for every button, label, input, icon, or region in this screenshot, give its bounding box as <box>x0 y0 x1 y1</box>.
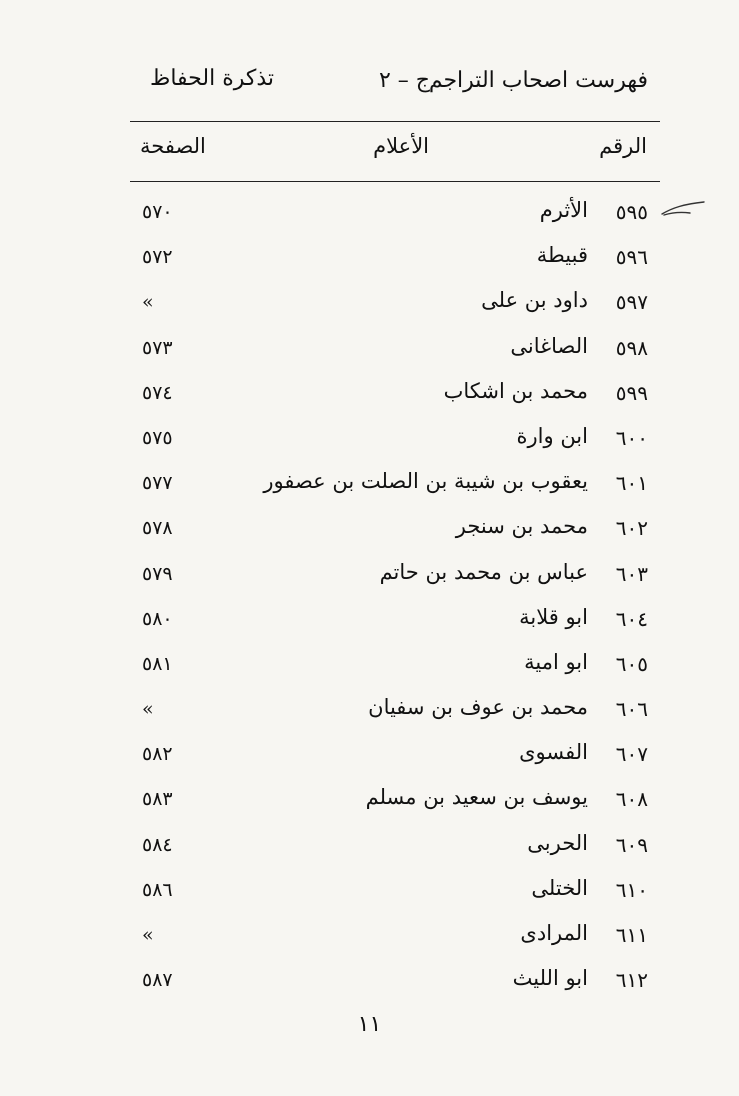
entry-name: المرادى <box>520 921 588 945</box>
entry-page: ٥٧٢ <box>142 246 173 269</box>
entry-name: قبيطة <box>536 243 588 268</box>
table-row <box>130 693 660 738</box>
entry-page: ٥٧٣ <box>142 336 173 359</box>
table-row <box>130 332 660 377</box>
table-row <box>130 241 660 286</box>
entry-name: داود بن على <box>481 288 588 313</box>
entry-page: » <box>142 698 154 721</box>
entry-page: » <box>142 291 154 314</box>
page-number: ١١ <box>357 1012 382 1037</box>
entry-name: ابن وارة <box>516 423 588 448</box>
entry-page: ٥٨٦ <box>142 878 173 901</box>
entry-number: ٦٠١ <box>615 471 648 496</box>
entry-number: ٦١٢ <box>615 968 648 993</box>
entry-page: ٥٧٠ <box>142 201 173 223</box>
entry-page: ٥٨٤ <box>142 833 173 856</box>
table-row <box>130 377 660 422</box>
table-row <box>130 512 660 557</box>
entry-name: الصاغانى <box>510 333 588 358</box>
index-table <box>130 196 660 1009</box>
entry-number: ٦٠٥ <box>615 651 648 676</box>
entry-name: الحربى <box>527 830 588 855</box>
entry-page: ٥٧٩ <box>142 562 173 585</box>
entry-name: محمد بن اشكاب <box>443 378 588 403</box>
entry-number: ٦١٠ <box>615 877 648 902</box>
entry-number: ٦٠٣ <box>615 561 648 586</box>
header-bottom-rule <box>130 181 660 182</box>
entry-page: ٥٨٠ <box>142 607 173 630</box>
entry-name: الأثرم <box>539 198 588 222</box>
entry-number: ٦٠٨ <box>615 787 648 812</box>
entry-name: يوسف بن سعيد بن مسلم <box>365 785 588 810</box>
table-row <box>130 422 660 467</box>
table-row <box>130 603 660 648</box>
entry-number: ٦١١ <box>615 923 648 947</box>
entry-page: ٥٧٨ <box>142 517 173 540</box>
entry-number: ٦٠٠ <box>615 425 648 450</box>
table-row <box>130 964 660 1009</box>
table-row <box>130 196 660 241</box>
entry-name: عباس بن محمد بن حاتم <box>379 559 588 584</box>
table-row <box>130 286 660 331</box>
entry-page: ٥٧٧ <box>142 472 173 495</box>
entry-number: ٦٠٢ <box>615 516 648 541</box>
running-head-section-title: فهرست اصحاب التراجم <box>428 68 648 93</box>
table-row <box>130 919 660 964</box>
header-top-rule <box>130 121 660 122</box>
running-head <box>130 64 660 104</box>
entry-name: ابو الليث <box>512 966 588 991</box>
running-head-book-title: تذكرة الحفاظ <box>150 66 274 91</box>
entry-name: محمد بن عوف بن سفيان <box>368 695 588 720</box>
entry-name: ابو امية <box>524 649 588 674</box>
entry-name: الفسوى <box>519 740 588 765</box>
table-row <box>130 558 660 603</box>
table-row <box>130 829 660 874</box>
table-row <box>130 874 660 919</box>
entry-name: محمد بن سنجر <box>455 514 588 539</box>
entry-page: ٥٨١ <box>142 652 173 675</box>
entry-number: ٥٩٨ <box>615 335 648 360</box>
entry-page: ٥٧٤ <box>142 381 173 404</box>
entry-number: ٦٠٩ <box>615 832 648 857</box>
entry-page: ٥٨٧ <box>142 969 173 992</box>
entry-number: ٦٠٦ <box>615 697 648 722</box>
entry-page: ٥٨٢ <box>142 743 173 766</box>
entry-page: » <box>142 924 154 946</box>
column-header-number: الرقم <box>599 134 647 158</box>
table-row <box>130 467 660 512</box>
entry-number: ٥٩٥ <box>615 200 648 224</box>
entry-number: ٥٩٩ <box>615 380 648 405</box>
entry-page: ٥٨٣ <box>142 788 173 811</box>
entry-number: ٥٩٦ <box>615 245 648 270</box>
entry-number: ٦٠٧ <box>615 742 648 767</box>
table-row <box>130 738 660 783</box>
entry-page: ٥٧٥ <box>142 426 173 449</box>
entry-number: ٥٩٧ <box>615 290 648 315</box>
entry-number: ٦٠٤ <box>615 606 648 631</box>
table-row <box>130 648 660 693</box>
entry-name: ابو قلابة <box>519 604 588 629</box>
handwritten-check-mark <box>660 198 706 220</box>
entry-name: الختلى <box>531 875 588 900</box>
running-head-volume: ج – ٢ <box>378 68 430 93</box>
entry-name: يعقوب بن شيبة بن الصلت بن عصفور <box>263 469 588 494</box>
table-row <box>130 783 660 828</box>
column-header-page: الصفحة <box>140 134 206 158</box>
column-header-name: الأعلام <box>373 134 429 158</box>
